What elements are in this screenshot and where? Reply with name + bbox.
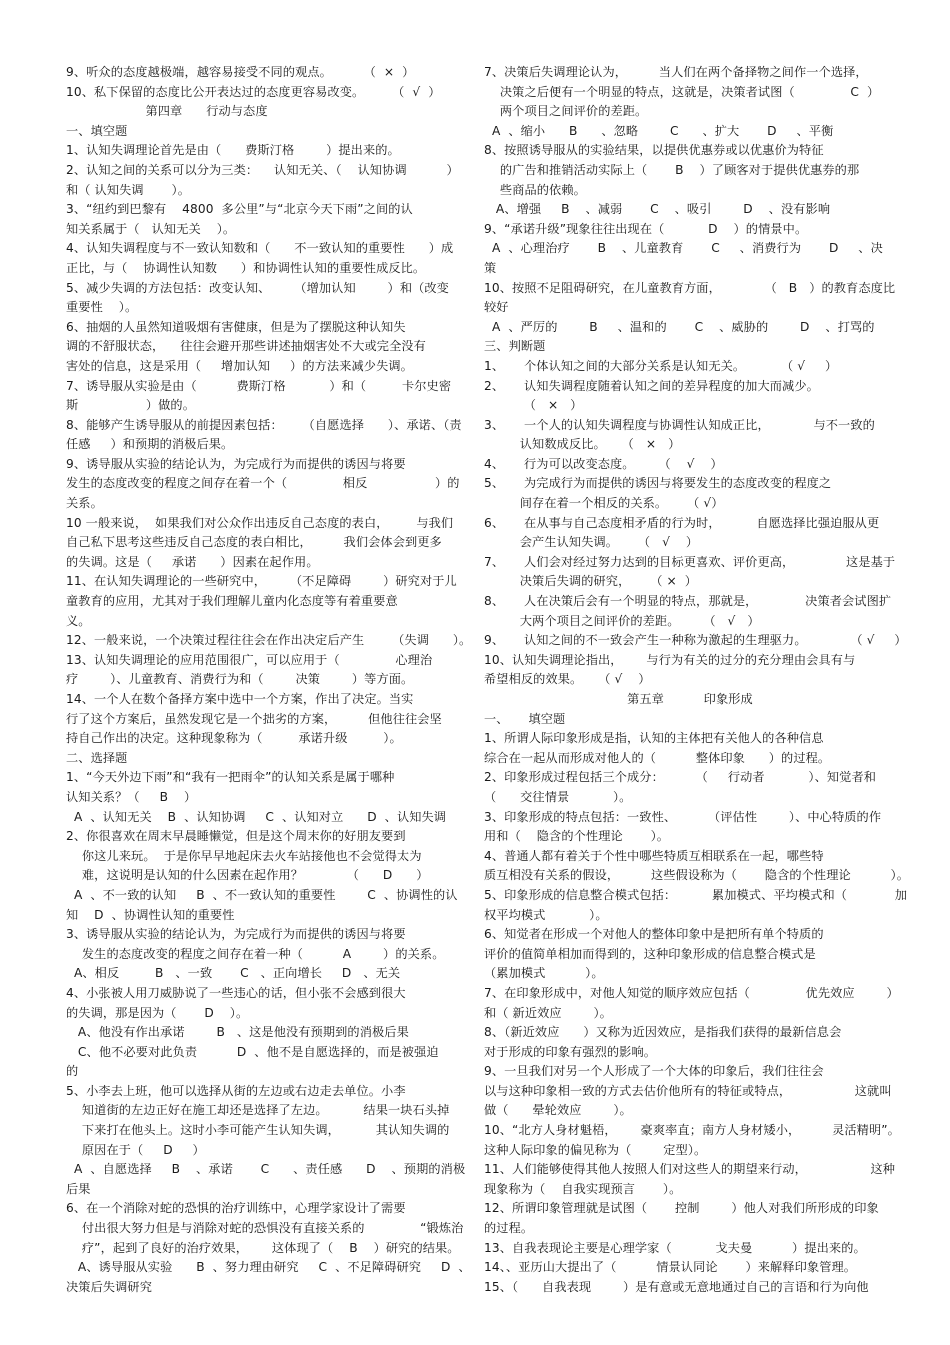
left-text-line: A、相反 B 、一致 C 、正向增长 D 、无关 bbox=[66, 966, 401, 981]
left-text-line: A 、认知无关 B 、认知协调 C 、认知对立 D 、认知失调 bbox=[66, 809, 447, 824]
right-text-line: 和（ 新近效应 ）。 bbox=[484, 1005, 612, 1020]
right-text-line: 评价的值简单相加而得到的，这种印象形成的信息整合模式是 bbox=[484, 946, 816, 961]
right-text-line: 对于形成的印象有强烈的影响。 bbox=[484, 1044, 657, 1059]
right-text-line: 第五章 印象形成 bbox=[484, 692, 753, 706]
left-text-line: 5、减少失调的方法包括：改变认知、 （增加认知 ）和（改变 bbox=[66, 280, 449, 295]
right-text-line: 4、普通人都有着关于个性中哪些特质互相联系在一起，哪些特 bbox=[484, 848, 824, 863]
right-text-line: 4、 行为可以改变态度。 （ √ ） bbox=[484, 456, 723, 471]
left-text-line: 6、抽烟的人虽然知道吸烟有害健康，但是为了摆脱这种认知失 bbox=[66, 319, 406, 334]
left-text-line: 9、听众的态度越极端，越容易接受不同的观点。 （ × ） bbox=[66, 65, 415, 79]
right-text-line: 6、 在从事与自己态度相矛盾的行为时， 自愿选择比强迫服从更 bbox=[484, 515, 880, 530]
left-text-line: 疗”，起到了良好的治疗效果， 这体现了（ B ）研究的结果。 bbox=[66, 1240, 460, 1255]
left-text-line: 重要性 ）。 bbox=[66, 300, 138, 315]
left-text-line: 二、选择题 bbox=[66, 750, 128, 765]
right-text-line: 1、 个体认知之间的大部分关系是认知无关。 （ √ ） bbox=[484, 358, 838, 373]
right-text-line: 策 bbox=[484, 260, 497, 275]
left-text-line: 1、认知失调理论首先是由（ 费斯汀格 ）提出来的。 bbox=[66, 143, 400, 158]
right-text-line: 认知数成反比。 （ × ） bbox=[484, 437, 681, 452]
left-text-line: A、他没有作出承诺 B 、这是他没有预期到的消极后果 bbox=[66, 1025, 409, 1040]
right-text-line: 希望相反的效果。 （ √ ） bbox=[484, 672, 651, 687]
right-text-line: 质互相没有关系的假设， 这些假设称为（ 隐含的个性理论 ）。 bbox=[484, 868, 910, 883]
right-text-line: 12、所谓印象管理就是试图（ 控制 ）他人对我们所形成的印象 bbox=[484, 1201, 879, 1216]
right-text-line: A 、缩小 B 、忽略 C 、扩大 D 、平衡 bbox=[484, 123, 834, 138]
right-text-line: 的广告和推销活动实际上（ B ）了顾客对于提供优惠券的那 bbox=[484, 162, 860, 177]
left-text-line: 行了这个方案后，虽然发现它是一个拙劣的方案， 但他往往会坚 bbox=[66, 711, 442, 726]
left-text-line: 和（ 认知失调 ）。 bbox=[66, 182, 190, 197]
right-text-line: A 、心理治疗 B 、儿童教育 C 、消费行为 D 、决 bbox=[484, 241, 883, 256]
left-text-line: 下来打在他头上。这时小李可能产生认知失调， 其认知失调的 bbox=[66, 1123, 450, 1138]
left-text-line: 11、在认知失调理论的一些研究中， （不足障碍 ）研究对于儿 bbox=[66, 574, 457, 589]
left-text-line: 义。 bbox=[66, 613, 91, 628]
left-text-line: 原因在于（ D ） bbox=[66, 1142, 205, 1157]
right-text-line: 决策之后便有一个明显的特点，这就是，决策者试图（ C ） bbox=[484, 84, 880, 99]
right-text-line: 11、人们能够使得其他人按照人们对这些人的期望来行动， 这种 bbox=[484, 1162, 896, 1177]
right-text-line: 9、一旦我们对另一个人形成了一个大体的印象后，我们往往会 bbox=[484, 1064, 824, 1079]
left-text-line: 知道街的左边正好在施工却还是选择了左边。 结果一块石头掉 bbox=[66, 1103, 450, 1118]
left-text-line: 发生的态度改变的程度之间存在着一个（ 相反 ）的 bbox=[66, 476, 460, 491]
right-text-line: 8、 人在决策后会有一个明显的特点，那就是， 决策者会试图扩 bbox=[484, 594, 892, 609]
left-text-line: A、诱导服从实验 B 、努力理由研究 C 、不足障碍研究 D 、 bbox=[66, 1260, 471, 1275]
right-text-line: 用和（ 隐含的个性理论 ）。 bbox=[484, 829, 670, 844]
left-text-line: 一、填空题 bbox=[66, 123, 128, 138]
left-text-line: 6、在一个消除对蛇的恐惧的治疗训练中，心理学家设计了需要 bbox=[66, 1201, 406, 1216]
left-text-line: 14、一个人在数个备择方案中选中一个方案，作出了决定。当实 bbox=[66, 692, 414, 706]
right-text-line: 7、 人们会对经过努力达到的目标更喜欢、评价更高， 这是基于 bbox=[484, 554, 896, 569]
left-text-line: 自己私下思考这些违反自己态度的表白相比， 我们会体会到更多 bbox=[66, 535, 442, 550]
right-text-line: A、增强 B 、减弱 C 、吸引 D 、没有影响 bbox=[484, 202, 831, 217]
left-column bbox=[66, 63, 472, 1297]
left-text-line: 认知关系？（ B ） bbox=[66, 789, 197, 804]
left-text-line: 2、你很喜欢在周末早晨睡懒觉，但是这个周末你的好朋友要到 bbox=[66, 829, 406, 844]
left-text-line: 5、小李去上班，他可以选择从街的左边或右边走去单位。小李 bbox=[66, 1083, 406, 1098]
left-text-line: 10、私下保留的态度比公开表达过的态度更容易改变。 （ √ ） bbox=[66, 84, 441, 99]
left-text-line: 3、诱导服从实验的结论认为，为完成行为而提供的诱因与将要 bbox=[66, 927, 406, 942]
right-text-line: 决策后失调的研究， （ × ） bbox=[484, 574, 698, 589]
left-text-line: 4、认知失调程度与不一致认知数和（ 不一致认知的重要性 ）成 bbox=[66, 241, 454, 256]
right-text-line: 权平均模式 ）。 bbox=[484, 907, 608, 922]
left-text-line: 难，这说明是认知的什么因素在起作用？ （ D ） bbox=[66, 868, 429, 883]
right-text-line: 6、知觉者在形成一个对他人的整体印象中是把所有单个特质的 bbox=[484, 927, 824, 942]
right-text-line: 15、（ 自我表现 ）是有意或无意地通过自己的言语和行为向他 bbox=[484, 1279, 869, 1294]
right-text-line: （ × ） bbox=[484, 398, 583, 413]
right-text-line: 10、“北方人身材魁梧， 豪爽率直；南方人身材矮小， 灵活精明”。 bbox=[484, 1123, 900, 1138]
right-text-line: 两个项目之间评价的差距。 bbox=[484, 104, 648, 119]
right-text-line: 8、按照诱导服从的实验结果，以提供优惠券或以优惠价为特征 bbox=[484, 143, 824, 158]
left-text-line: 发生的态度改变的程度之间存在着一种（ A ）的关系。 bbox=[66, 946, 445, 961]
right-text-line: 的过程。 bbox=[484, 1221, 534, 1236]
left-text-line: 1、“今天外边下雨”和“我有一把雨伞”的认知关系是属于哪种 bbox=[66, 770, 395, 785]
right-text-line: 5、 为完成行为而提供的诱因与将要发生的态度改变的程度之 bbox=[484, 476, 832, 491]
right-text-line: 9、 认知之间的不一致会产生一种称为激起的生理驱力。 （ √ ） bbox=[484, 633, 907, 648]
right-text-line: 三、判断题 bbox=[484, 339, 546, 354]
left-text-line: 知关系属于（ 认知无关 ）。 bbox=[66, 221, 236, 236]
left-text-line: C、他不必要对此负责 D 、他不是自愿选择的，而是被强迫 bbox=[66, 1044, 439, 1059]
right-text-line: 14、、亚历山大提出了（ 情景认同论 ）来解释印象管理。 bbox=[484, 1260, 857, 1275]
right-text-line: 13、自我表现论主要是心理学家（ 戈夫曼 ）提出来的。 bbox=[484, 1240, 866, 1255]
left-text-line: 10 一般来说， 如果我们对公众作出违反自己态度的表白， 与我们 bbox=[66, 515, 454, 530]
left-text-line: 4、小张被人用刀威胁说了一些违心的话，但小张不会感到很大 bbox=[66, 985, 406, 1000]
right-text-line: 8、（新近效应 ）又称为近因效应，是指我们获得的最新信息会 bbox=[484, 1025, 842, 1040]
right-text-line: 些商品的依赖。 bbox=[484, 182, 586, 197]
right-text-line: 间存在着一个相反的关系。 （ √） bbox=[484, 496, 724, 511]
right-text-line: 5、印象形成的信息整合模式包括： 累加模式、平均模式和（ 加 bbox=[484, 887, 908, 902]
left-text-line: 3、“纽约到巴黎有 4800 多公里”与“北京今天下雨”之间的认 bbox=[66, 202, 413, 217]
left-text-line: A 、自愿选择 B 、承诺 C 、责任感 D 、预期的消极 bbox=[66, 1162, 466, 1177]
left-text-line: 付出很大努力但是与消除对蛇的恐惧没有直接关系的 “锻炼治 bbox=[66, 1221, 464, 1236]
left-text-line: 关系。 bbox=[66, 496, 103, 511]
left-text-line: 任感 ）和预期的消极后果。 bbox=[66, 437, 234, 452]
left-text-line: 13、认知失调理论的应用范围很广，可以应用于（ 心理治 bbox=[66, 652, 433, 667]
right-text-line: 做（ 晕轮效应 ）。 bbox=[484, 1103, 632, 1118]
left-text-line: 调的不舒服状态， 往往会避开那些讲述抽烟害处不大或完全没有 bbox=[66, 339, 426, 354]
right-text-line: 2、印象形成过程包括三个成分： （ 行动者 ）、知觉者和 bbox=[484, 770, 877, 785]
right-text-line: 10、认知失调理论指出， 与行为有关的过分的充分理由会具有与 bbox=[484, 652, 856, 667]
right-text-line: 7、决策后失调理论认为， 当人们在两个备择物之间作一个选择， bbox=[484, 65, 868, 79]
left-text-line: 正比，与（ 协调性认知数 ）和协调性认知的重要性成反比。 bbox=[66, 260, 426, 275]
right-text-line: 大两个项目之间评价的差距。 （ √ ） bbox=[484, 613, 760, 628]
right-text-line: （ 交往情景 ）。 bbox=[484, 789, 632, 804]
left-text-line: 知 D 、协调性认知的重要性 bbox=[66, 907, 235, 922]
right-text-line: A 、严厉的 B 、温和的 C 、威胁的 D 、打骂的 bbox=[484, 319, 875, 334]
left-text-line: 决策后失调研究 bbox=[66, 1279, 153, 1294]
left-text-line: 的失调，那是因为（ D ）。 bbox=[66, 1005, 249, 1020]
right-text-line: 综合在一起从而形成对他人的（ 整体印象 ）的过程。 bbox=[484, 750, 831, 765]
right-text-line: 这种人际印象的偏见称为（ 定型）。 bbox=[484, 1142, 707, 1157]
left-text-line: 害处的信息，这是采用（ 增加认知 ）的方法来减少失调。 bbox=[66, 358, 413, 373]
left-text-line: 斯 ）做的。 bbox=[66, 398, 195, 413]
left-text-line: 疗 ）、儿童教育、消费行为和（ 决策 ）等方面。 bbox=[66, 672, 414, 687]
left-text-line: 童教育的应用，尤其对于我们理解儿童内化态度等有着重要意 bbox=[66, 594, 398, 609]
right-text-line: 一、 填空题 bbox=[484, 711, 566, 726]
right-text-line: 1、所谓人际印象形成是指，认知的主体把有关他人的各种信息 bbox=[484, 731, 824, 746]
left-text-line: 8、能够产生诱导服从的前提因素包括： （自愿选择 ）、承诺、（责 bbox=[66, 417, 462, 432]
right-text-line: 10、按照不足阻碍研究，在儿童教育方面， （ B ）的教育态度比 bbox=[484, 280, 896, 295]
left-text-line: 2、认知之间的关系可以分为三类： 认知无关、（ 认知协调 ） bbox=[66, 162, 459, 177]
right-text-line: 现象称为（ 自我实现预言 ）。 bbox=[484, 1181, 682, 1196]
left-text-line: 的失调。这是（ 承诺 ）因素在起作用。 bbox=[66, 554, 319, 569]
left-text-line: 持自己作出的决定。这种现象称为（ 承诺升级 ）。 bbox=[66, 731, 402, 746]
left-text-line: A 、不一致的认知 B 、不一致认知的重要性 C 、协调性的认 bbox=[66, 887, 458, 902]
left-text-line: 9、诱导服从实验的结论认为，为完成行为而提供的诱因与将要 bbox=[66, 456, 406, 471]
right-text-line: （累加模式 ）。 bbox=[484, 966, 604, 981]
left-text-line: 7、诱导服从实验是由（ 费斯汀格 ）和（ 卡尔史密 bbox=[66, 378, 452, 393]
left-text-line: 第四章 行动与态度 bbox=[66, 104, 268, 119]
left-text-line: 你这儿来玩。 于是你早早地起床去火车站接他也不会觉得太为 bbox=[66, 848, 422, 863]
right-text-line: 较好 bbox=[484, 300, 509, 315]
right-text-line: 2、 认知失调程度随着认知之间的差异程度的加大而减少。 bbox=[484, 378, 819, 393]
right-text-line: 3、印象形成的特点包括：一致性、 （评估性 ）、中心特质的作 bbox=[484, 809, 882, 824]
left-text-line: 12、一般来说，一个决策过程往往会在作出决定后产生 （失调 ）。 bbox=[66, 633, 472, 648]
left-text-line: 的 bbox=[66, 1064, 79, 1079]
right-text-line: 会产生认知失调。 （ √ ） bbox=[484, 535, 699, 550]
left-text-line: 后果 bbox=[66, 1181, 91, 1196]
right-text-line: 9、“承诺升级”现象往往出现在（ D ）的情景中。 bbox=[484, 221, 808, 236]
right-text-line: 7、在印象形成中，对他人知觉的顺序效应包括（ 优先效应 ） bbox=[484, 985, 899, 1000]
right-text-line: 3、 一个人的认知失调程度与协调性认知成正比， 与不一致的 bbox=[484, 417, 875, 432]
right-column bbox=[484, 63, 910, 1297]
right-text-line: 以与这种印象相一致的方式去估价他所有的特征或特点， 这就叫 bbox=[484, 1083, 892, 1098]
